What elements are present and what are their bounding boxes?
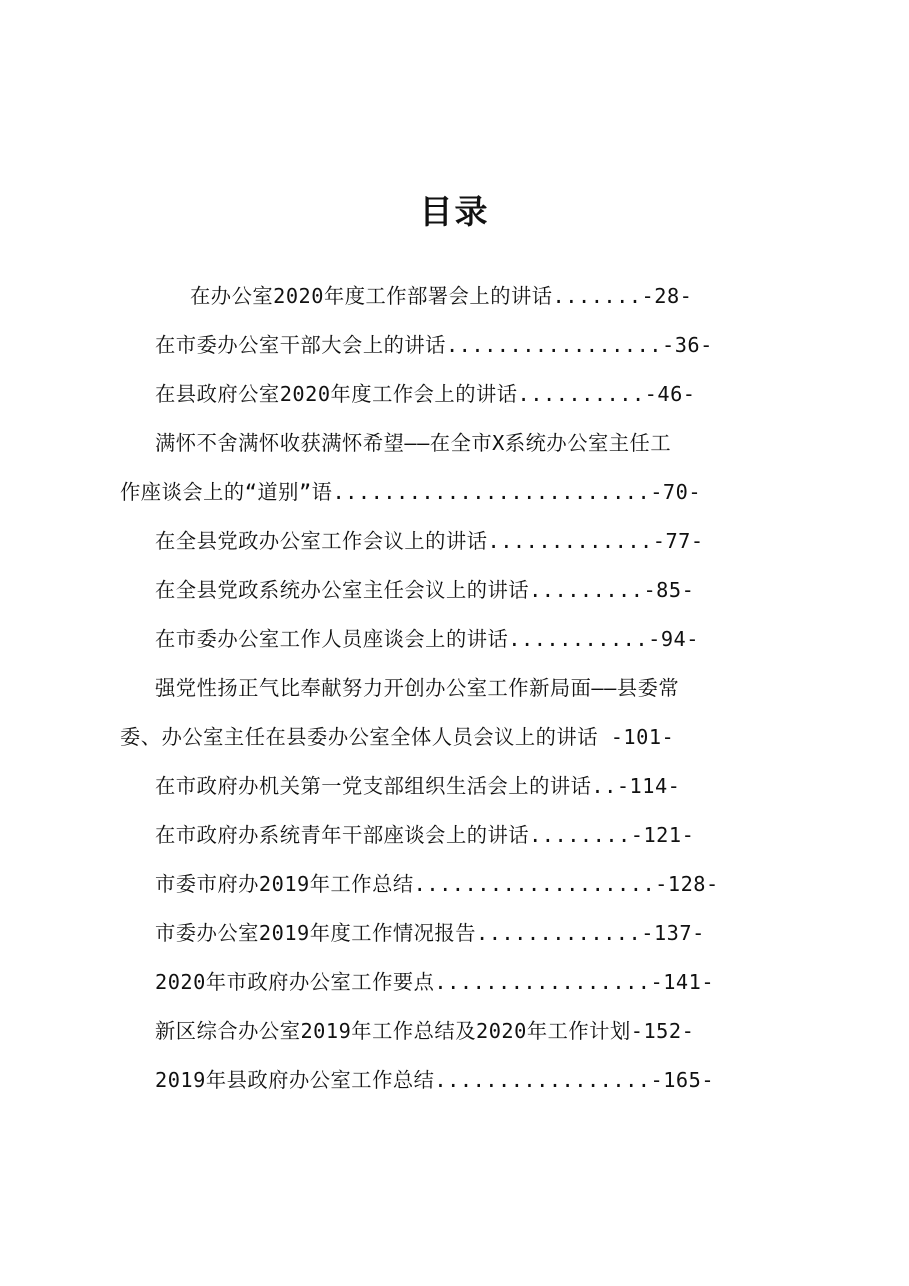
toc-entry-page: -121-: [630, 823, 695, 847]
toc-entry-page: -152-: [630, 1019, 695, 1043]
toc-entry-text: 市委办公室2019年度工作情况报告.............: [155, 921, 642, 945]
toc-entry-text: 在全县党政系统办公室主任会议上的讲话.........: [155, 578, 644, 602]
toc-entry-page: -77-: [652, 529, 704, 553]
toc-entry-line-2[interactable]: [120, 479, 701, 505]
toc-entry-line-2[interactable]: [120, 724, 674, 750]
toc-entry-line-1[interactable]: [155, 430, 671, 456]
toc-entry-page: -141-: [650, 970, 715, 994]
toc-entry-text: 强党性扬正气比奉献努力开创办公室工作新局面——县委常: [155, 676, 680, 700]
toc-entry-text: 在市政府办系统青年干部座谈会上的讲话........: [155, 823, 631, 847]
toc-entry-text: 在市委办公室干部大会上的讲话.................: [155, 333, 663, 357]
toc-entry[interactable]: [190, 283, 692, 309]
toc-entry-page: -70-: [650, 480, 702, 504]
toc-entry-text: 委、办公室主任在县委办公室全体人员会议上的讲话: [120, 725, 611, 749]
toc-entry[interactable]: [155, 773, 680, 799]
toc-entry[interactable]: [155, 822, 694, 848]
toc-entry[interactable]: [155, 381, 696, 407]
toc-entry[interactable]: [155, 332, 713, 358]
page-title: 目录: [419, 192, 490, 231]
toc-entry-text: 市委市府办2019年工作总结...................: [155, 872, 656, 896]
toc-entry-text: 满怀不舍满怀收获满怀希望——在全市X系统办公室主任工: [155, 431, 672, 455]
toc-entry-text: 新区综合办公室2019年工作总结及2020年工作计划: [155, 1019, 631, 1043]
toc-entry[interactable]: [155, 626, 699, 652]
toc-entry-page: -128-: [655, 872, 719, 896]
toc-entry[interactable]: [155, 871, 719, 897]
toc-entry-text: 在市政府办机关第一党支部组织生活会上的讲话..: [155, 774, 617, 798]
toc-entry-text: 2019年县政府办公室工作总结.................: [155, 1068, 651, 1092]
toc-entry[interactable]: [155, 1018, 694, 1044]
toc-entry-page: -28-: [641, 284, 693, 308]
toc-entry-page: -114-: [616, 774, 681, 798]
toc-entry[interactable]: [155, 577, 694, 603]
toc-entry-text: 在全县党政办公室工作会议上的讲话.............: [155, 529, 653, 553]
toc-entry[interactable]: [155, 920, 705, 946]
toc-entry-text: 在办公室2020年度工作部署会上的讲话.......: [190, 284, 642, 308]
toc-entry-text: 在县政府公室2020年度工作会上的讲话..........: [155, 382, 645, 406]
toc-entry-page: -137-: [641, 921, 705, 945]
toc-entry[interactable]: [155, 528, 704, 554]
toc-entry-page: -85-: [643, 578, 695, 602]
toc-entry-page: -94-: [648, 627, 699, 651]
toc-entry-text: 作座谈会上的“道别”语.........................: [120, 480, 651, 504]
toc-entry[interactable]: [155, 1067, 714, 1093]
toc-entry-page: -101-: [610, 725, 675, 749]
toc-entry-line-1[interactable]: [155, 675, 679, 701]
toc-entry-page: -36-: [662, 333, 713, 357]
toc-entry-page: -46-: [644, 382, 696, 406]
toc-entry-page: -165-: [650, 1068, 715, 1092]
toc-entry-text: 在市委办公室工作人员座谈会上的讲话...........: [155, 627, 649, 651]
toc-entry-text: 2020年市政府办公室工作要点.................: [155, 970, 651, 994]
toc-entry[interactable]: [155, 969, 714, 995]
